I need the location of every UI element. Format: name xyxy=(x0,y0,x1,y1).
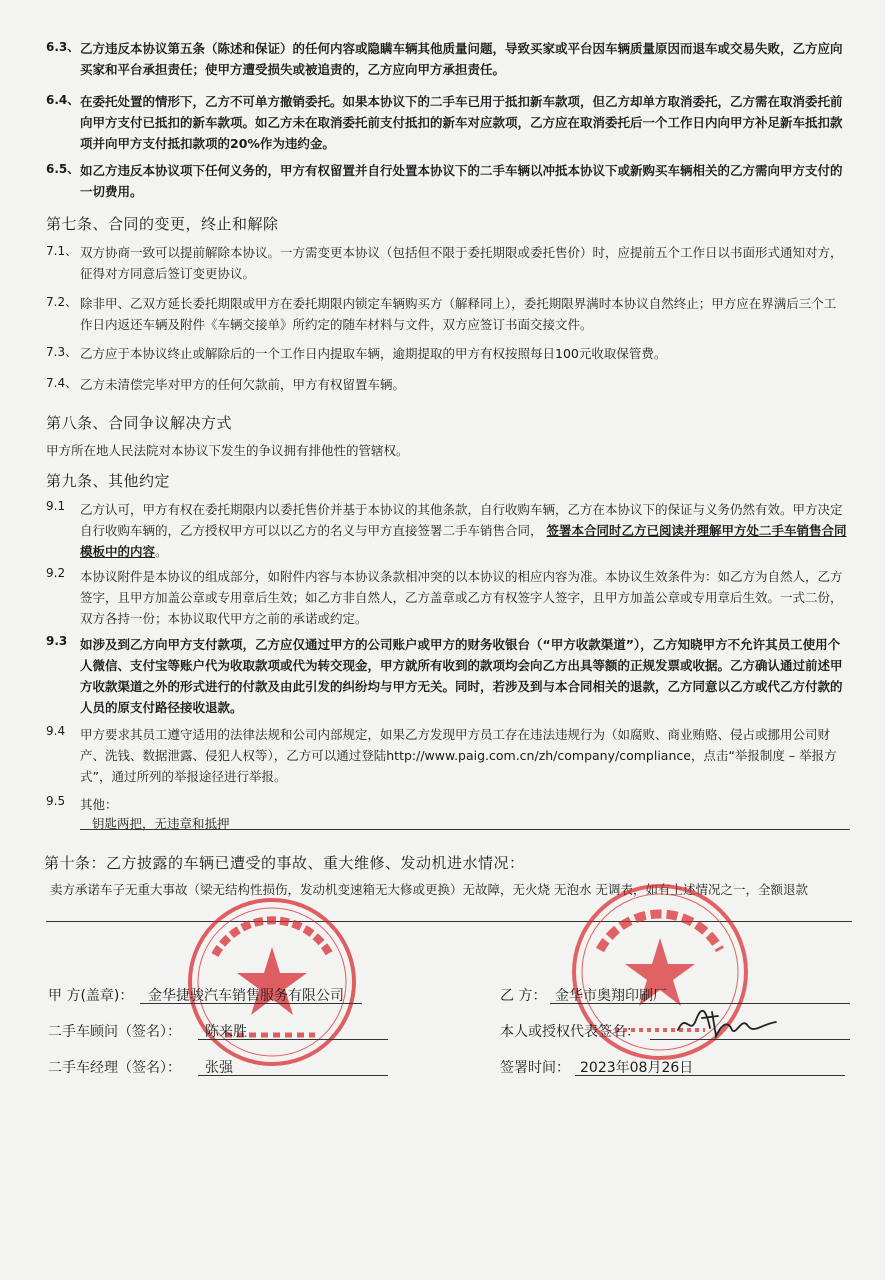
clause-9-5 xyxy=(46,794,847,815)
clause-number: 9.1 xyxy=(46,499,66,513)
section-10-text: 卖方承诺车子无重大事故（梁无结构性损伤，发动机变速箱无大修或更换）无故障，无火烧 无泡水 无调表，如有上述情况之一，全额退款 xyxy=(50,882,808,897)
clause-9-1 xyxy=(46,499,847,562)
company-seal-party-a xyxy=(185,895,360,1070)
fill-line xyxy=(198,1075,388,1076)
manager-label: 二手车经理（签名）： xyxy=(48,1060,181,1076)
clause-number: 9.4 xyxy=(46,724,66,738)
fill-line xyxy=(198,1039,388,1040)
clause-text: 乙方应于本协议终止或解除后的一个工作日内提取车辆，逾期提取的甲方有权按照每日100元收取保管费。 xyxy=(80,346,667,361)
clause-7-3 xyxy=(46,343,847,364)
clause-text: 本协议附件是本协议的组成部分，如附件内容与本协议条款相冲突的以本协议的相应内容为准。本协议生效条件为：如乙方为自然人，乙方签字，且甲方加盖公章或专用章后生效；如乙方非自然人，乙方盖章或乙方有权签字人签字，且甲方加盖公章或专用章后生效。一式二份，双方各持一份；本协议取代甲方之前的承诺或约定。 xyxy=(80,569,843,626)
date-label: 签署时间： xyxy=(500,1060,570,1076)
clause-number: 7.4、 xyxy=(46,376,78,390)
clause-6-4 xyxy=(46,91,847,154)
clause-text: 甲方要求其员工遵守适用的法律法规和公司内部规定，如果乙方发现甲方员工存在违法违规行为（如腐败、商业贿赂、侵占或挪用公司财产、洗钱、数据泄露、侵犯人权等），乙方可以通过登陆http://www.paig.com.cn/zh/company/compliance，点击“举报制度 – 举报方式”，通过所列的举报途径进行举报。 xyxy=(80,727,837,784)
clause-number: 6.3、 xyxy=(46,40,80,54)
clause-6-3 xyxy=(46,38,847,80)
clause-text: 除非甲、乙双方延长委托期限或甲方在委托期限内锁定车辆购买方（解释同上），委托期限界满时本协议自然终止；甲方应在界满后三个工作日内返还车辆及附件《车辆交接单》所约定的随车材料与文件，双方应签订书面交接文件。 xyxy=(80,296,837,332)
clause-number: 7.1、 xyxy=(46,244,78,258)
clause-end: 。 xyxy=(155,544,168,559)
clause-text: 双方协商一致可以提前解除本协议。一方需变更本协议（包括但不限于委托期限或委托售价）时，应提前五个工作日以书面形式通知对方，征得对方同意后签订变更协议。 xyxy=(80,245,843,281)
clause-7-2 xyxy=(46,293,847,335)
clause-text: 如乙方违反本协议项下任何义务的，甲方有权留置并自行处置本协议下的二手车辆以冲抵本协议下或新购买车辆相关的乙方需向甲方支付的一切费用。 xyxy=(80,163,843,199)
handwritten-signature xyxy=(672,1006,782,1040)
fill-line xyxy=(80,829,850,830)
clause-text: 在委托处置的情形下，乙方不可单方撤销委托。如果本协议下的二手车已用于抵扣新车款项，但乙方却单方取消委托，乙方需在取消委托前向甲方支付已抵扣的新车款项。如乙方未在取消委托前支付抵扣的新车对应款项，乙方应在取消委托后一个工作日内向甲方补足新车抵扣款项并向甲方支付抵扣款项的20%作为违约金。 xyxy=(80,94,843,151)
other-agreement-value: 钥匙两把，无违章和抵押 xyxy=(92,816,230,831)
party-a-value: 金华捷骏汽车销售服务有限公司 xyxy=(148,988,344,1004)
section-8-text: 甲方所在地人民法院对本协议下发生的争议拥有排他性的管辖权。 xyxy=(46,443,409,458)
clause-number: 9.5 xyxy=(46,794,66,808)
clause-number: 9.2 xyxy=(46,566,66,580)
section-8-heading: 第八条、合同争议解决方式 xyxy=(46,414,233,432)
clause-text: 乙方未清偿完毕对甲方的任何欠款前，甲方有权留置车辆。 xyxy=(80,377,406,392)
clause-text: 乙方违反本协议第五条（陈述和保证）的任何内容或隐瞒车辆其他质量问题，导致买家或平台因车辆质量原因而退车或交易失败，乙方应向买家和平台承担责任；使甲方遭受损失或被追责的，乙方应向甲方承担责任。 xyxy=(80,41,843,77)
clause-7-1 xyxy=(46,242,847,284)
clause-6-5 xyxy=(46,160,847,202)
party-a-label: 甲 方(盖章)： xyxy=(48,988,134,1004)
fill-line xyxy=(575,1075,845,1076)
section-7-heading: 第七条、合同的变更，终止和解除 xyxy=(46,215,279,233)
consultant-label: 二手车顾问（签名）： xyxy=(48,1024,181,1040)
clause-number: 6.4、 xyxy=(46,93,80,107)
authorized-signer-label: 本人或授权代表签名： xyxy=(500,1024,640,1040)
clause-emphasis: 签署本合同时乙方已阅读并理解甲方处二手车销售合同模板中的内容 xyxy=(80,523,847,559)
fill-line xyxy=(140,1003,362,1004)
clause-label: 其他： xyxy=(80,797,118,812)
clause-number: 9.3 xyxy=(46,634,68,648)
fill-line xyxy=(550,1003,850,1004)
clause-text: 如涉及到乙方向甲方支付款项，乙方应仅通过甲方的公司账户或甲方的财务收银台（“甲方收款渠道”），乙方知晓甲方不允许其员工使用个人微信、支付宝等账户代为收取款项或代为转交现金，甲方就所有收到的款项均会向乙方出具等额的正规发票或收据。乙方确认通过前述甲方收款渠道之外的形式进行的付款及由此引发的纠纷均与甲方无关。同时，若涉及到与本合同相关的退款，乙方同意以乙方或代乙方付款的人员的原支付路径接收退款。 xyxy=(80,637,843,715)
party-b-label: 乙 方： xyxy=(500,988,547,1004)
clause-number: 7.3、 xyxy=(46,345,78,359)
consultant-value: 陈来胜 xyxy=(205,1024,247,1040)
clause-number: 6.5、 xyxy=(46,162,80,176)
clause-9-4 xyxy=(46,724,847,787)
clause-9-2 xyxy=(46,566,847,629)
party-b-value: 金华市奥翔印刷厂 xyxy=(555,988,667,1004)
section-9-heading: 第九条、其他约定 xyxy=(46,472,171,490)
clause-9-3 xyxy=(46,634,847,718)
manager-value: 张强 xyxy=(205,1060,233,1076)
section-10-heading: 第十条：乙方披露的车辆已遭受的事故、重大维修、发动机进水情况： xyxy=(44,854,525,872)
date-value: 2023年08月26日 xyxy=(580,1060,694,1076)
clause-text: 乙方认可，甲方有权在委托期限内以委托售价并基于本协议的其他条款，自行收购车辆，乙方在本协议下的保证与义务仍然有效。甲方决定自行收购车辆的，乙方授权甲方可以以乙方的名义与甲方直接签署二手车销售合同， xyxy=(80,502,843,538)
clause-7-4 xyxy=(46,374,847,395)
clause-number: 7.2、 xyxy=(46,295,78,309)
